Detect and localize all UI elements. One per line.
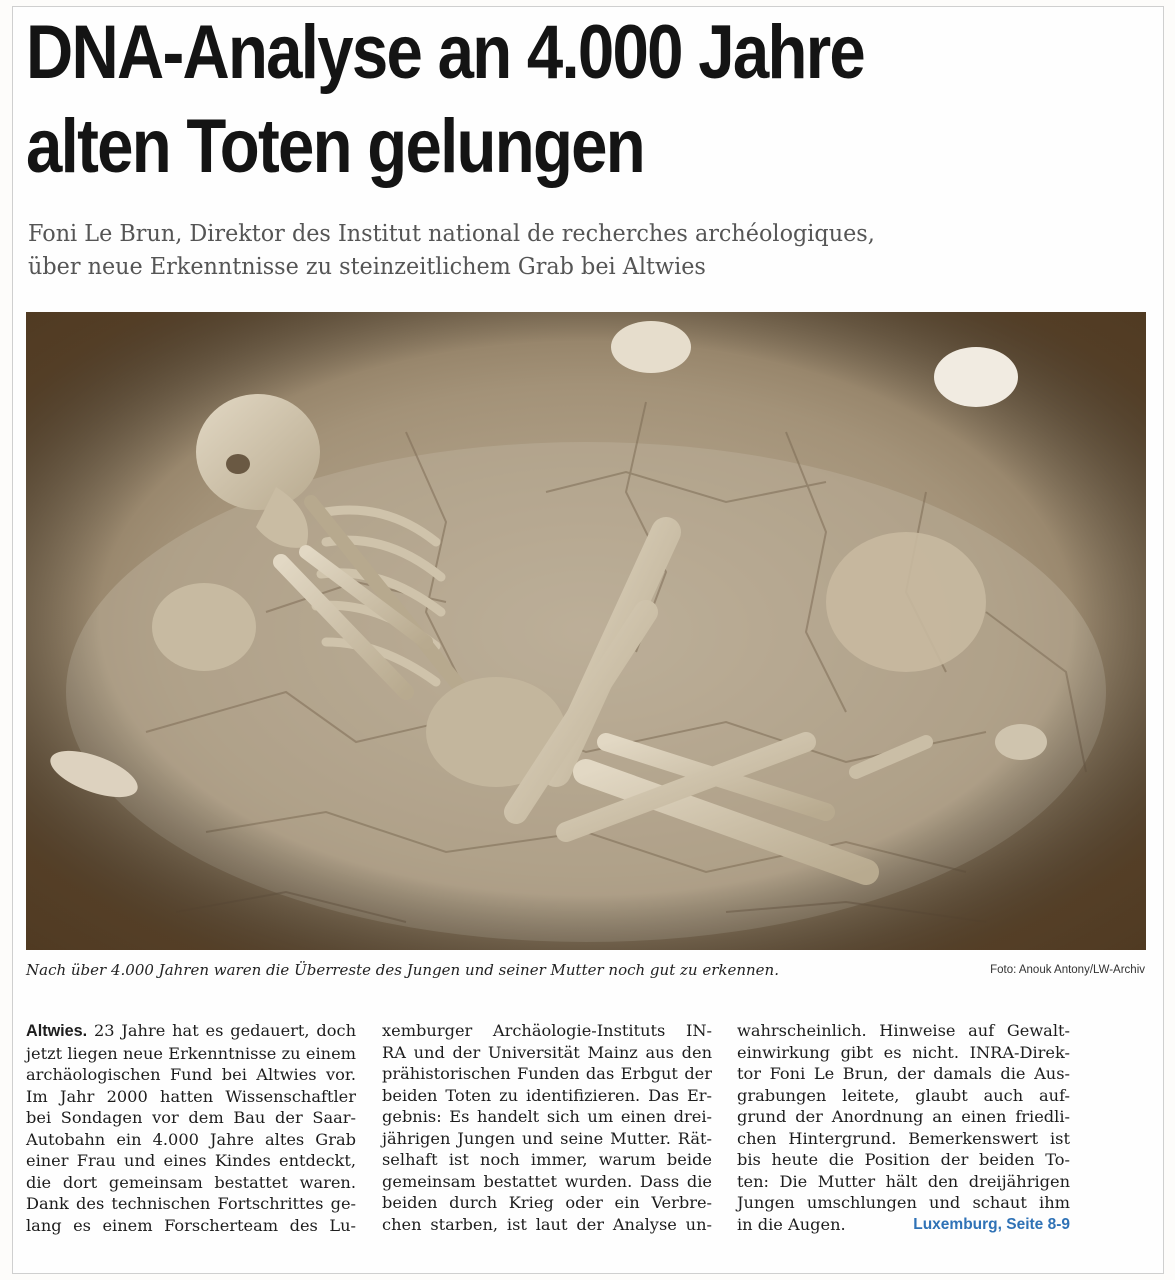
column-line: ten: Die Mutter hält den dreijährigen <box>737 1171 1070 1191</box>
column-line: selhaft ist noch immer, warum beide <box>382 1150 712 1169</box>
column-line: lang es einem Forscherteam des Lu- <box>26 1215 356 1235</box>
article-column-3 <box>737 1020 1070 1235</box>
headline-line-1: DNA-Analyse an 4.000 Jahre <box>26 10 865 95</box>
column-line: chen starben, ist laut der Analyse un- <box>382 1214 712 1234</box>
headline <box>26 6 989 194</box>
column-line: jetzt liegen neue Erkenntnisse zu einem <box>26 1043 356 1063</box>
subheadline-line-1: Foni Le Brun, Direktor des Institut national de recherches archéologiques, <box>28 221 875 247</box>
column-line: die dort gemeinsam bestattet waren. <box>26 1172 356 1192</box>
column-line: archäologischen Fund bei Altwies vor. <box>26 1065 356 1084</box>
column-line: xemburger Archäologie-Instituts IN- <box>382 1021 712 1040</box>
column-line: Autobahn ein 4.000 Jahre altes Grab <box>26 1129 356 1149</box>
column-line: Im Jahr 2000 hatten Wissenschaftler <box>26 1086 356 1106</box>
column-line: wahrscheinlich. Hinweise auf Gewalt- <box>737 1021 1070 1040</box>
subheadline <box>28 218 1105 284</box>
page-reference-link[interactable]: Luxemburg, Seite 8-9 <box>913 1215 1070 1233</box>
column-line: einer Frau und eines Kindes entdeckt, <box>26 1151 356 1170</box>
column-line: Jungen umschlungen und schaut ihm <box>737 1193 1070 1212</box>
subheadline-line-2: über neue Erkenntnisse zu steinzeitlichem Grab bei Altwies <box>28 254 706 280</box>
column-line: grund der Anordnung an einen friedli- <box>737 1107 1070 1126</box>
column-last-line <box>737 1214 1070 1236</box>
column-line: Dank des technischen Fortschrittes ge- <box>26 1194 356 1213</box>
excavation-photo <box>26 312 1146 950</box>
headline-line-2: alten Toten gelungen <box>26 104 644 189</box>
column-line: jährigen Jungen und seine Mutter. Rät- <box>382 1128 712 1148</box>
column-line: tor Foni Le Brun, der damals die Aus- <box>737 1064 1070 1083</box>
column-line: chen Hintergrund. Bemerkenswert ist <box>737 1128 1070 1148</box>
column-line: einwirkung gibt es nicht. INRA-Direk- <box>737 1042 1070 1062</box>
column-line: gebnis: Es handelt sich um einen drei- <box>382 1107 712 1126</box>
photo-caption: Nach über 4.000 Jahren waren die Überreste des Jungen und seiner Mutter noch gut zu erkennen. <box>26 961 779 979</box>
article-column-2 <box>382 1020 712 1235</box>
column-line: prähistorischen Funden das Erbgut der <box>382 1064 712 1083</box>
dateline: Altwies. <box>26 1022 88 1040</box>
column-line: Altwies. 23 Jahre hat es gedauert, doch <box>26 1021 356 1040</box>
column-line: bei Sondagen vor dem Bau der Saar- <box>26 1108 356 1127</box>
photo-credit: Foto: Anouk Antony/LW-Archiv <box>990 964 1145 976</box>
column-line: in die Augen. <box>737 1214 846 1234</box>
skeleton-grave-image <box>26 312 1146 950</box>
column-line: grabungen leitete, glaubt auch auf- <box>737 1085 1070 1105</box>
column-line: RA und der Universität Mainz aus den <box>382 1042 712 1062</box>
column-line: beiden durch Krieg oder ein Verbre- <box>382 1193 712 1212</box>
column-line: bis heute die Position der beiden To- <box>737 1150 1070 1169</box>
column-line: beiden Toten zu identifizieren. Das Er- <box>382 1085 712 1105</box>
article-column-1 <box>26 1020 356 1236</box>
column-line: gemeinsam bestattet wurden. Dass die <box>382 1171 712 1191</box>
